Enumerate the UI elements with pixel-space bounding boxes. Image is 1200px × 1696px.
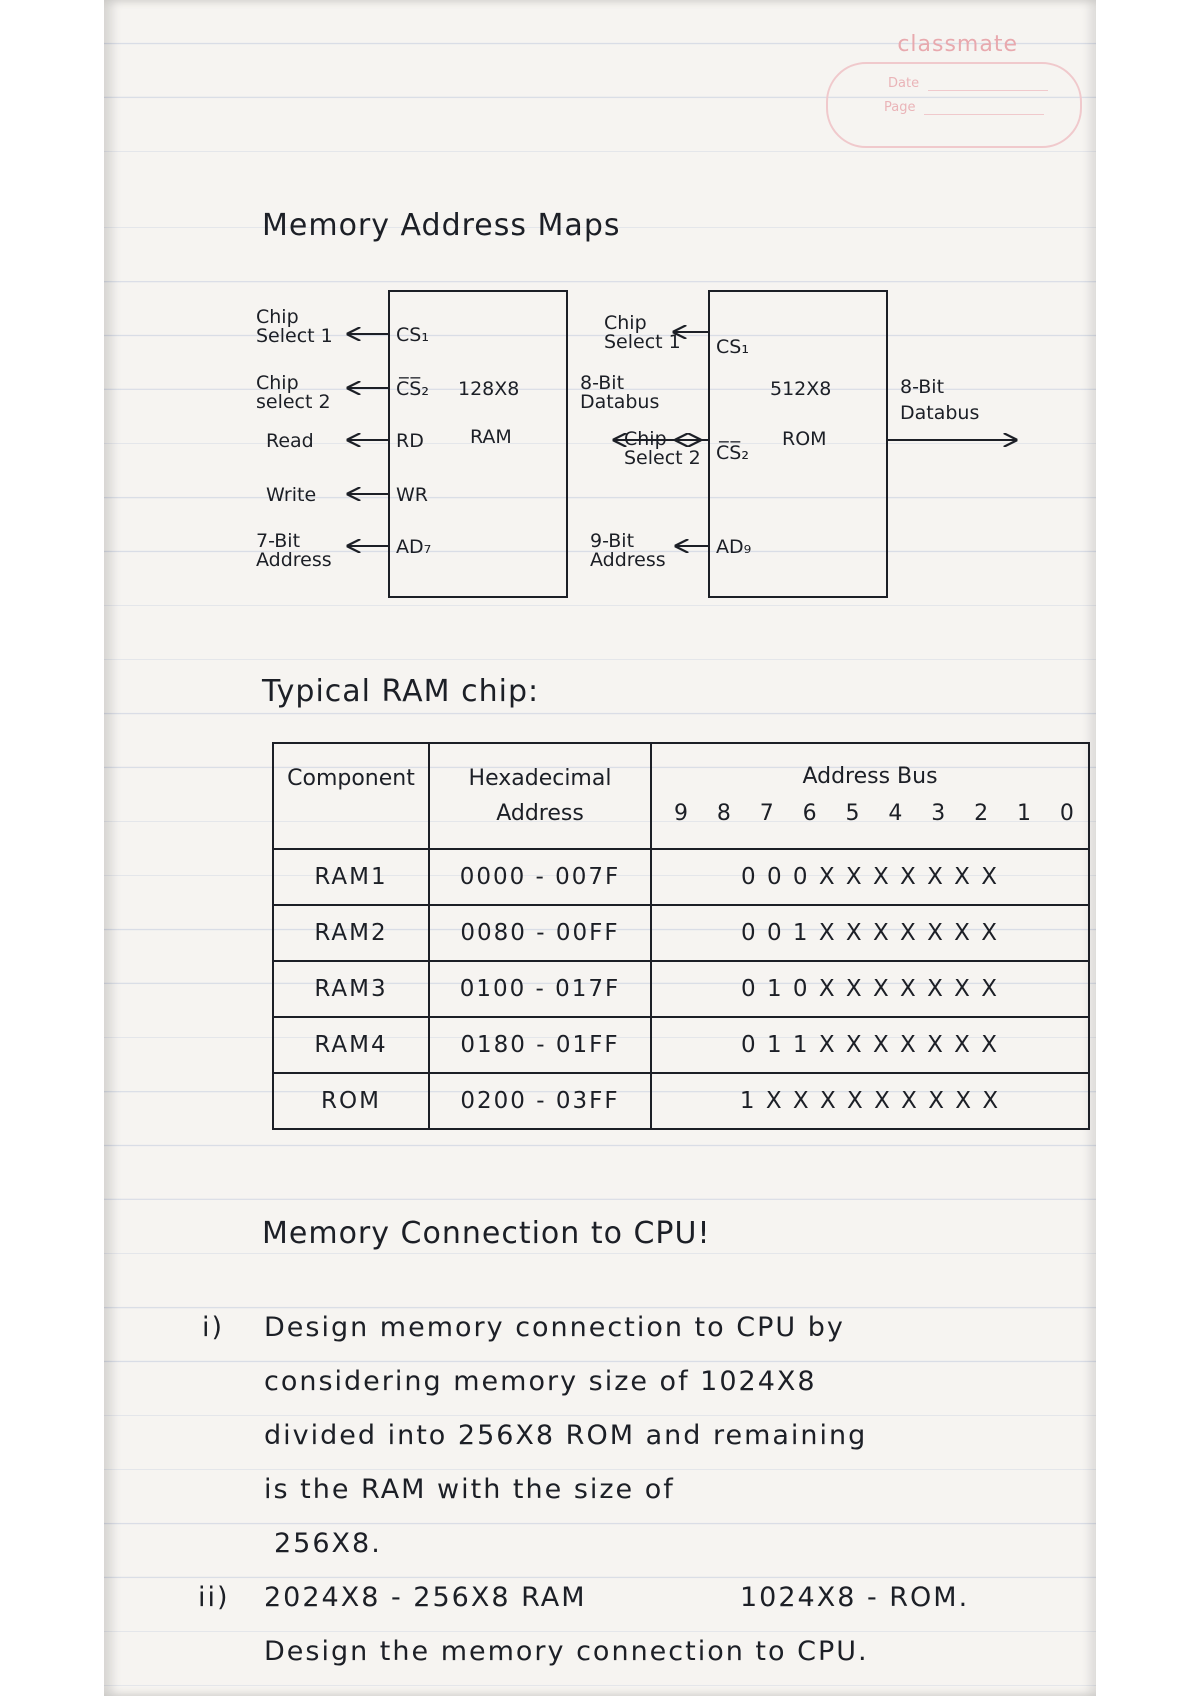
bit-position: 5 [845,801,860,826]
rom-databus-label: 8-Bit Databus [900,376,980,424]
bit-position: 2 [974,801,989,826]
question-2-line: Design the memory connection to CPU. [264,1636,869,1667]
bit-position: 4 [888,801,903,826]
header-component: Component [273,743,429,849]
ram-databus-label: 8-Bit Databus [580,372,660,413]
page-label: Page [884,100,916,115]
section-title-typical-ram-chip: Typical RAM chip: [262,674,540,709]
table-row [273,905,1089,961]
bit-position: 8 [716,801,731,826]
rom-pin-ad: AD₉ [716,536,752,558]
header-hex-address: Hexadecimal Address [429,743,651,849]
cell-address: 0200 - 03FF [429,1073,651,1129]
table-header-row [273,743,1089,849]
rom-pin-cs1: CS₁ [716,336,749,358]
cell-bits: 0 0 1 X X X X X X X [651,905,1089,961]
question-1-marker: i) [202,1312,225,1343]
question-1-line: Design memory connection to CPU by [264,1312,845,1343]
rom-chip-select1-label: Chip Select 1 [604,312,681,353]
cell-bits: 1 X X X X X X X X X [651,1073,1089,1129]
brand-logo: classmate [897,32,1018,57]
bit-position: 1 [1017,801,1031,826]
table-row [273,961,1089,1017]
question-1-line: considering memory size of 1024X8 [264,1366,817,1397]
rom-pin-cs2: C̅S̅₂ [716,442,749,464]
table-row [273,1017,1089,1073]
cell-component: RAM2 [273,905,429,961]
cell-component: RAM3 [273,961,429,1017]
ram-address-label: 7-Bit Address [256,530,332,571]
date-label: Date [888,76,920,91]
ram-pin-cs2: C̅S̅₂ [396,378,429,400]
question-1-line: 256X8. [274,1528,382,1559]
ram-type-label: RAM [470,426,512,448]
cell-address: 0000 - 007F [429,849,651,905]
bit-position: 7 [759,801,774,826]
ram-chip-select1-label: Chip Select 1 [256,306,333,347]
cell-address: 0080 - 00FF [429,905,651,961]
question-2-line: 1024X8 - ROM. [740,1582,970,1613]
cell-bits: 0 1 0 X X X X X X X [651,961,1089,1017]
question-1-line: divided into 256X8 ROM and remaining [264,1420,868,1451]
cell-component: ROM [273,1073,429,1129]
question-2-line: 2024X8 - 256X8 RAM [264,1582,587,1613]
ram-read-label: Read [266,430,314,452]
cell-address: 0100 - 017F [429,961,651,1017]
ram-pin-ad: AD₇ [396,536,432,558]
rom-address-label: 9-Bit Address [590,530,666,571]
cell-bits: 0 1 1 X X X X X X X [651,1017,1089,1073]
notebook-page [104,0,1096,1696]
ram-pin-wr: WR [396,484,428,506]
bit-position: 3 [931,801,946,826]
section-title-memory-address-maps: Memory Address Maps [262,208,621,243]
rom-chip-select2-label: Chip Select 2 [624,428,701,469]
ram-size-label: 128X8 [458,378,520,400]
ram-pin-rd: RD [396,430,424,452]
table-row [273,1073,1089,1129]
bit-position: 9 [674,801,688,826]
bit-position: 6 [802,801,817,826]
question-1-line: is the RAM with the size of [264,1474,675,1505]
bit-position: 0 [1059,801,1074,826]
rom-type-label: ROM [782,428,827,450]
rom-size-label: 512X8 [770,378,832,400]
ram-write-label: Write [266,484,317,506]
cell-address: 0180 - 01FF [429,1017,651,1073]
ram-chip-select2-label: Chip select 2 [256,372,331,413]
diagram-arrows [104,0,1096,700]
cell-component: RAM4 [273,1017,429,1073]
header-address-bus: Address Bus 9 8 7 6 5 4 3 2 1 0 [651,743,1089,849]
section-title-memory-connection: Memory Connection to CPU! [262,1216,711,1251]
ram-pin-cs1: CS₁ [396,324,429,346]
address-table [272,742,1090,1130]
question-2-marker: ii) [198,1582,230,1613]
table-row [273,849,1089,905]
cell-bits: 0 0 0 X X X X X X X [651,849,1089,905]
cell-component: RAM1 [273,849,429,905]
